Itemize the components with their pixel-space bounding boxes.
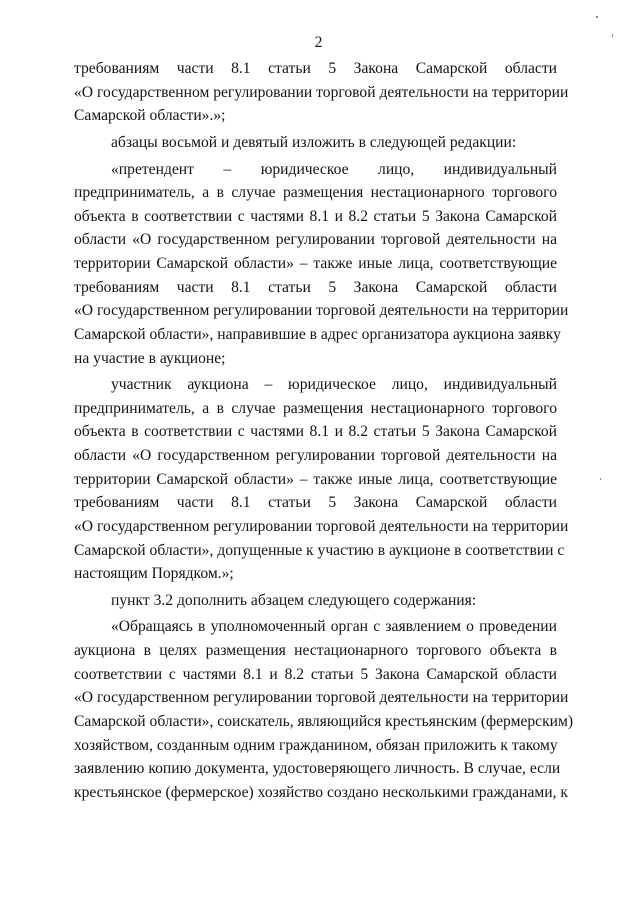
text-line: абзацы восьмой и девятый изложить в следующей редакции: [111, 133, 517, 151]
paragraph [74, 615, 574, 804]
text-line: территории Самарской области» – также иные лица, соответствующие [74, 470, 557, 488]
text-line: участник аукциона – юридическое лицо, индивидуальный [111, 376, 557, 394]
text-line: объекта в соответствии с частями 8.1 и 8.2 статьи 5 Закона Самарской [74, 423, 557, 441]
text-line: «Обращаясь в уполномоченный орган с заявлением о проведении [111, 618, 557, 636]
scan-speck [600, 478, 601, 480]
paragraph [74, 373, 569, 586]
text-line: «претендент – юридическое лицо, индивидуальный [111, 160, 557, 178]
paragraph [74, 589, 557, 613]
text-line: хозяйством, созданным одним гражданином, обязан приложить к такому [74, 736, 558, 754]
scan-speck [596, 16, 598, 18]
text-line: «О государственном регулировании торговой деятельности на территории [74, 689, 569, 707]
text-line: области «О государственном регулировании торговой деятельности на [74, 231, 557, 249]
text-line: Самарской области», направившие в адрес организатора аукциона заявку [74, 325, 561, 343]
text-line: Самарской области», соискатель, являющийся крестьянским (фермерским) [74, 712, 574, 730]
text-line: заявлению копию документа, удостоверяющего личность. В случае, если [74, 760, 561, 778]
text-line: аукциона в целях размещения нестационарного торгового объекта в [74, 642, 557, 659]
text-line: требованиям части 8.1 статьи 5 Закона Самарской области [74, 60, 557, 77]
text-line: «О государственном регулировании торговой деятельности на территории [74, 517, 569, 535]
text-line: предприниматель, а в случае размещения нестационарного торгового [74, 184, 557, 202]
paragraph [74, 57, 569, 128]
paragraph [74, 131, 557, 155]
paragraph [74, 158, 569, 371]
document-body [74, 57, 574, 804]
text-line: Самарской области».»; [74, 107, 226, 125]
page-number: 2 [314, 34, 323, 51]
text-line: предприниматель, а в случае размещения нестационарного торгового [74, 399, 557, 417]
text-line: крестьянское (фермерское) хозяйство создано несколькими гражданами, к [74, 783, 568, 801]
scan-speck [612, 34, 613, 37]
text-line: области «О государственном регулировании торговой деятельности на [74, 447, 557, 464]
text-line: пункт 3.2 дополнить абзацем следующего содержания: [111, 591, 477, 609]
text-line: «О государственном регулировании торговой деятельности на территории [74, 83, 569, 101]
text-line: требованиям части 8.1 статьи 5 Закона Самарской области [74, 278, 557, 296]
text-line: Самарской области», допущенные к участию в аукционе в соответствии с [74, 541, 565, 559]
text-line: «О государственном регулировании торговой деятельности на территории [74, 302, 569, 320]
text-line: объекта в соответствии с частями 8.1 и 8.2 статьи 5 Закона Самарской [74, 207, 557, 225]
text-line: настоящим Порядком.»; [74, 565, 234, 583]
text-line: на участие в аукционе; [74, 349, 226, 367]
text-line: территории Самарской области» – также иные лица, соответствующие [74, 255, 557, 272]
text-line: соответствии с частями 8.1 и 8.2 статьи 5 Закона Самарской области [74, 665, 557, 683]
text-line: требованиям части 8.1 статьи 5 Закона Самарской области [74, 494, 557, 512]
